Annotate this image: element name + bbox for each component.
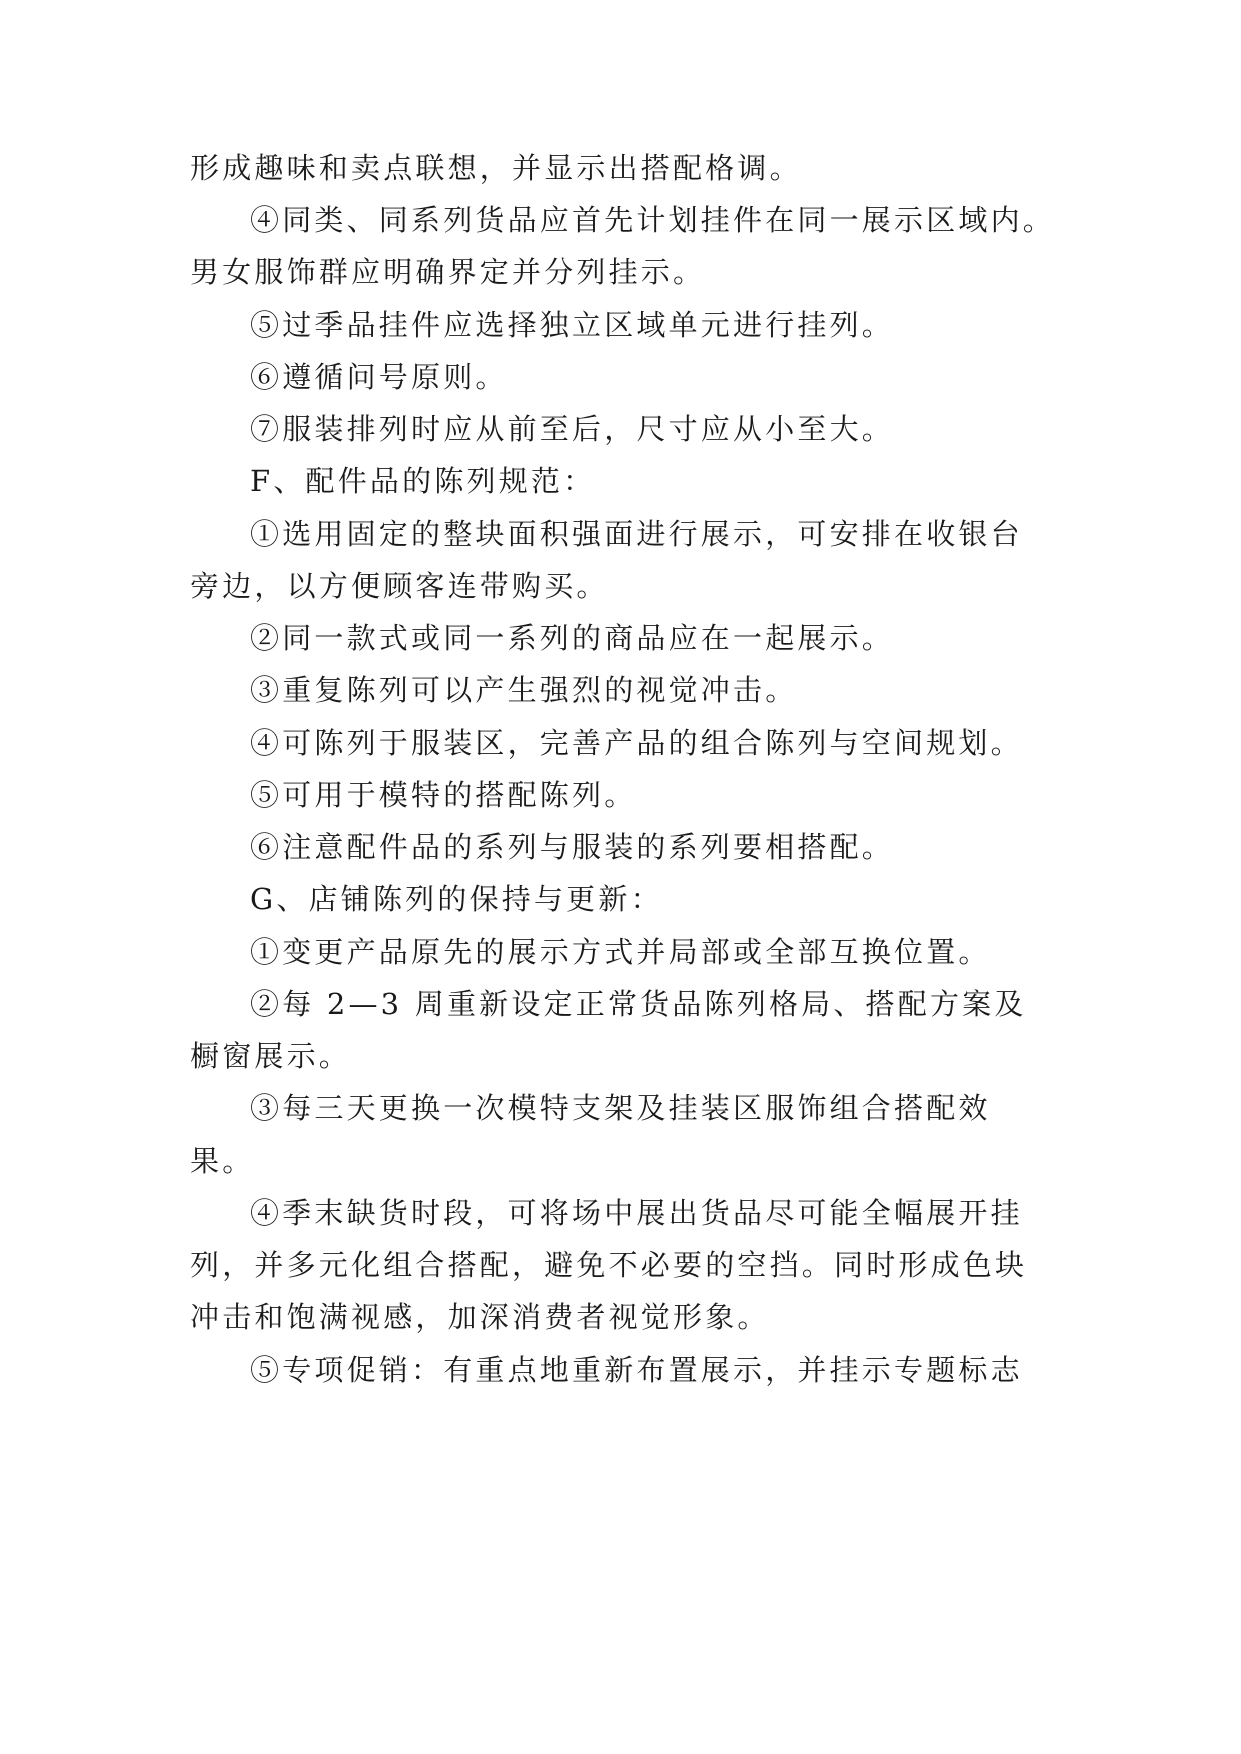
section-heading: G、店铺陈列的保持与更新： bbox=[250, 882, 663, 916]
text-line: 冲击和饱满视感，加深消费者视觉形象。 bbox=[190, 1300, 770, 1334]
text-line: 橱窗展示。 bbox=[190, 1039, 352, 1073]
text-line: ⑥遵循问号原则。 bbox=[250, 360, 508, 394]
text-line: ③每三天更换一次模特支架及挂装区服饰组合搭配效 bbox=[250, 1091, 991, 1125]
text-line: ④同类、同系列货品应首先计划挂件在同一展示区域内。 bbox=[250, 203, 1056, 237]
text-line: ④季末缺货时段，可将场中展出货品尽可能全幅展开挂 bbox=[250, 1196, 1023, 1230]
text-line: 形成趣味和卖点联想，并显示出搭配格调。 bbox=[190, 151, 802, 185]
text-line: ③重复陈列可以产生强烈的视觉冲击。 bbox=[250, 673, 798, 707]
text-line: 旁边，以方便顾客连带购买。 bbox=[190, 569, 609, 603]
text-line: 果。 bbox=[190, 1144, 255, 1178]
text-line: ②同一款式或同一系列的商品应在一起展示。 bbox=[250, 621, 895, 655]
text-line: ①变更产品原先的展示方式并局部或全部互换位置。 bbox=[250, 935, 991, 969]
text-line: ⑤过季品挂件应选择独立区域单元进行挂列。 bbox=[250, 308, 895, 342]
section-heading: F、配件品的陈列规范： bbox=[250, 464, 596, 498]
text-line: 列，并多元化组合搭配，避免不必要的空挡。同时形成色块 bbox=[190, 1248, 1028, 1282]
text-line: ⑥注意配件品的系列与服装的系列要相搭配。 bbox=[250, 830, 895, 864]
text-line: ⑤专项促销：有重点地重新布置展示，并挂示专题标志 bbox=[250, 1353, 1023, 1387]
text-line: ④可陈列于服装区，完善产品的组合陈列与空间规划。 bbox=[250, 726, 1023, 760]
text-line: ⑦服装排列时应从前至后，尺寸应从小至大。 bbox=[250, 412, 895, 446]
text-line: ①选用固定的整块面积强面进行展示，可安排在收银台 bbox=[250, 517, 1023, 551]
text-line: ⑤可用于模特的搭配陈列。 bbox=[250, 778, 637, 812]
text-line: ②每 2—3 周重新设定正常货品陈列格局、搭配方案及 bbox=[250, 987, 1027, 1021]
text-line: 男女服饰群应明确界定并分列挂示。 bbox=[190, 255, 706, 289]
